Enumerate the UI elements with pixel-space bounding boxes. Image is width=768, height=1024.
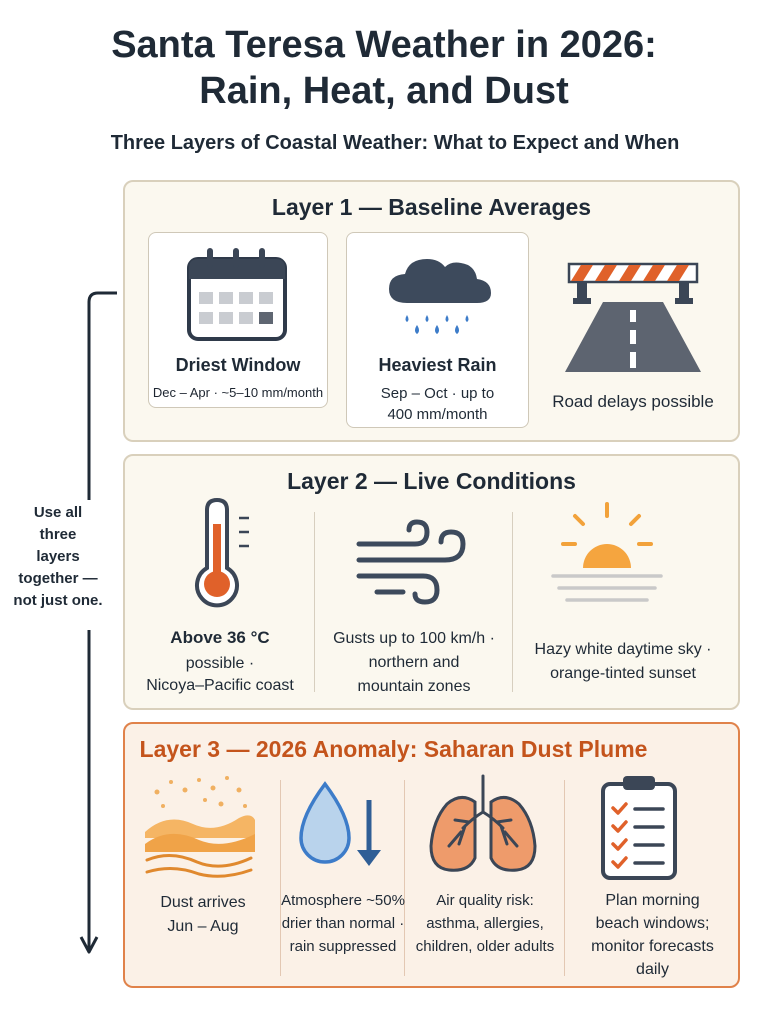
drop-down-arrow-icon [291, 780, 395, 876]
side-note-line: not just one. [13, 592, 103, 609]
calendar-icon [185, 245, 289, 343]
dust-dunes-icon [141, 772, 257, 880]
heaviest-rain-card [346, 232, 529, 428]
road-barrier-icon [559, 262, 707, 372]
rain-cloud-icon [385, 251, 495, 343]
layer-2-title: Layer 2 — Live Conditions [287, 468, 576, 494]
heat-text-1: possible · [185, 655, 255, 672]
plan-text-1: Plan morning [605, 892, 700, 909]
road-delays-text: Road delays possible [552, 392, 714, 411]
plan-text-3: monitor forecasts [591, 938, 714, 955]
air-text-3: children, older adults [415, 938, 555, 955]
side-note [8, 502, 108, 612]
page-subtitle: Three Layers of Coastal Weather: What to Expect and When [110, 132, 680, 154]
heat-text-2: Nicoya–Pacific coast [146, 677, 294, 694]
lungs-icon [425, 774, 541, 878]
dry-text-3: rain suppressed [289, 938, 397, 955]
plan-text-2: beach windows; [595, 915, 710, 932]
page-title [0, 22, 768, 114]
side-note-line: three [39, 526, 77, 543]
layer-3-panel [123, 722, 740, 988]
wind-icon [353, 516, 473, 612]
side-arrow-icon [70, 285, 130, 960]
checklist-icon [599, 774, 679, 882]
layer-1-title: Layer 1 — Baseline Averages [271, 194, 592, 220]
layer-3-title: Layer 3 — 2026 Anomaly: Saharan Dust Plume [139, 736, 648, 762]
wind-text-1: Gusts up to 100 km/h · [333, 630, 495, 647]
driest-window-heading: Driest Window [175, 355, 301, 375]
air-text-2: asthma, allergies, [426, 915, 544, 932]
layer-2-panel [123, 454, 740, 710]
wind-text-3: mountain zones [357, 678, 471, 695]
dust-text-2: Jun – Aug [167, 918, 239, 935]
thermometer-icon [193, 496, 255, 608]
title-line-2: Rain, Heat, and Dust [199, 70, 569, 112]
heaviest-rain-text-1: Sep – Oct · up to [380, 385, 495, 402]
heaviest-rain-heading: Heaviest Rain [378, 355, 497, 375]
dry-text-1: Atmosphere ~50% [281, 892, 405, 909]
wind-text-2: northern and [368, 654, 460, 671]
title-line-1: Santa Teresa Weather in 2026: [111, 24, 657, 66]
sky-text-2: orange-tinted sunset [550, 665, 696, 682]
layer-1-panel [123, 180, 740, 442]
heaviest-rain-text-2: 400 mm/month [387, 406, 488, 423]
plan-text-4: daily [636, 961, 669, 978]
dry-text-2: drier than normal · [281, 915, 405, 932]
air-text-1: Air quality risk: [436, 892, 534, 909]
side-note-line: together — [18, 570, 98, 587]
driest-window-card [148, 232, 328, 408]
side-note-line: layers [36, 548, 80, 565]
heat-heading: Above 36 °C [170, 628, 270, 647]
sky-text-1: Hazy white daytime sky · [534, 641, 712, 658]
hazy-sun-icon [549, 502, 665, 612]
dust-text-1: Dust arrives [160, 894, 246, 911]
driest-window-text: Dec – Apr · ~5–10 mm/month [152, 385, 324, 400]
side-note-line: Use all [33, 504, 83, 521]
